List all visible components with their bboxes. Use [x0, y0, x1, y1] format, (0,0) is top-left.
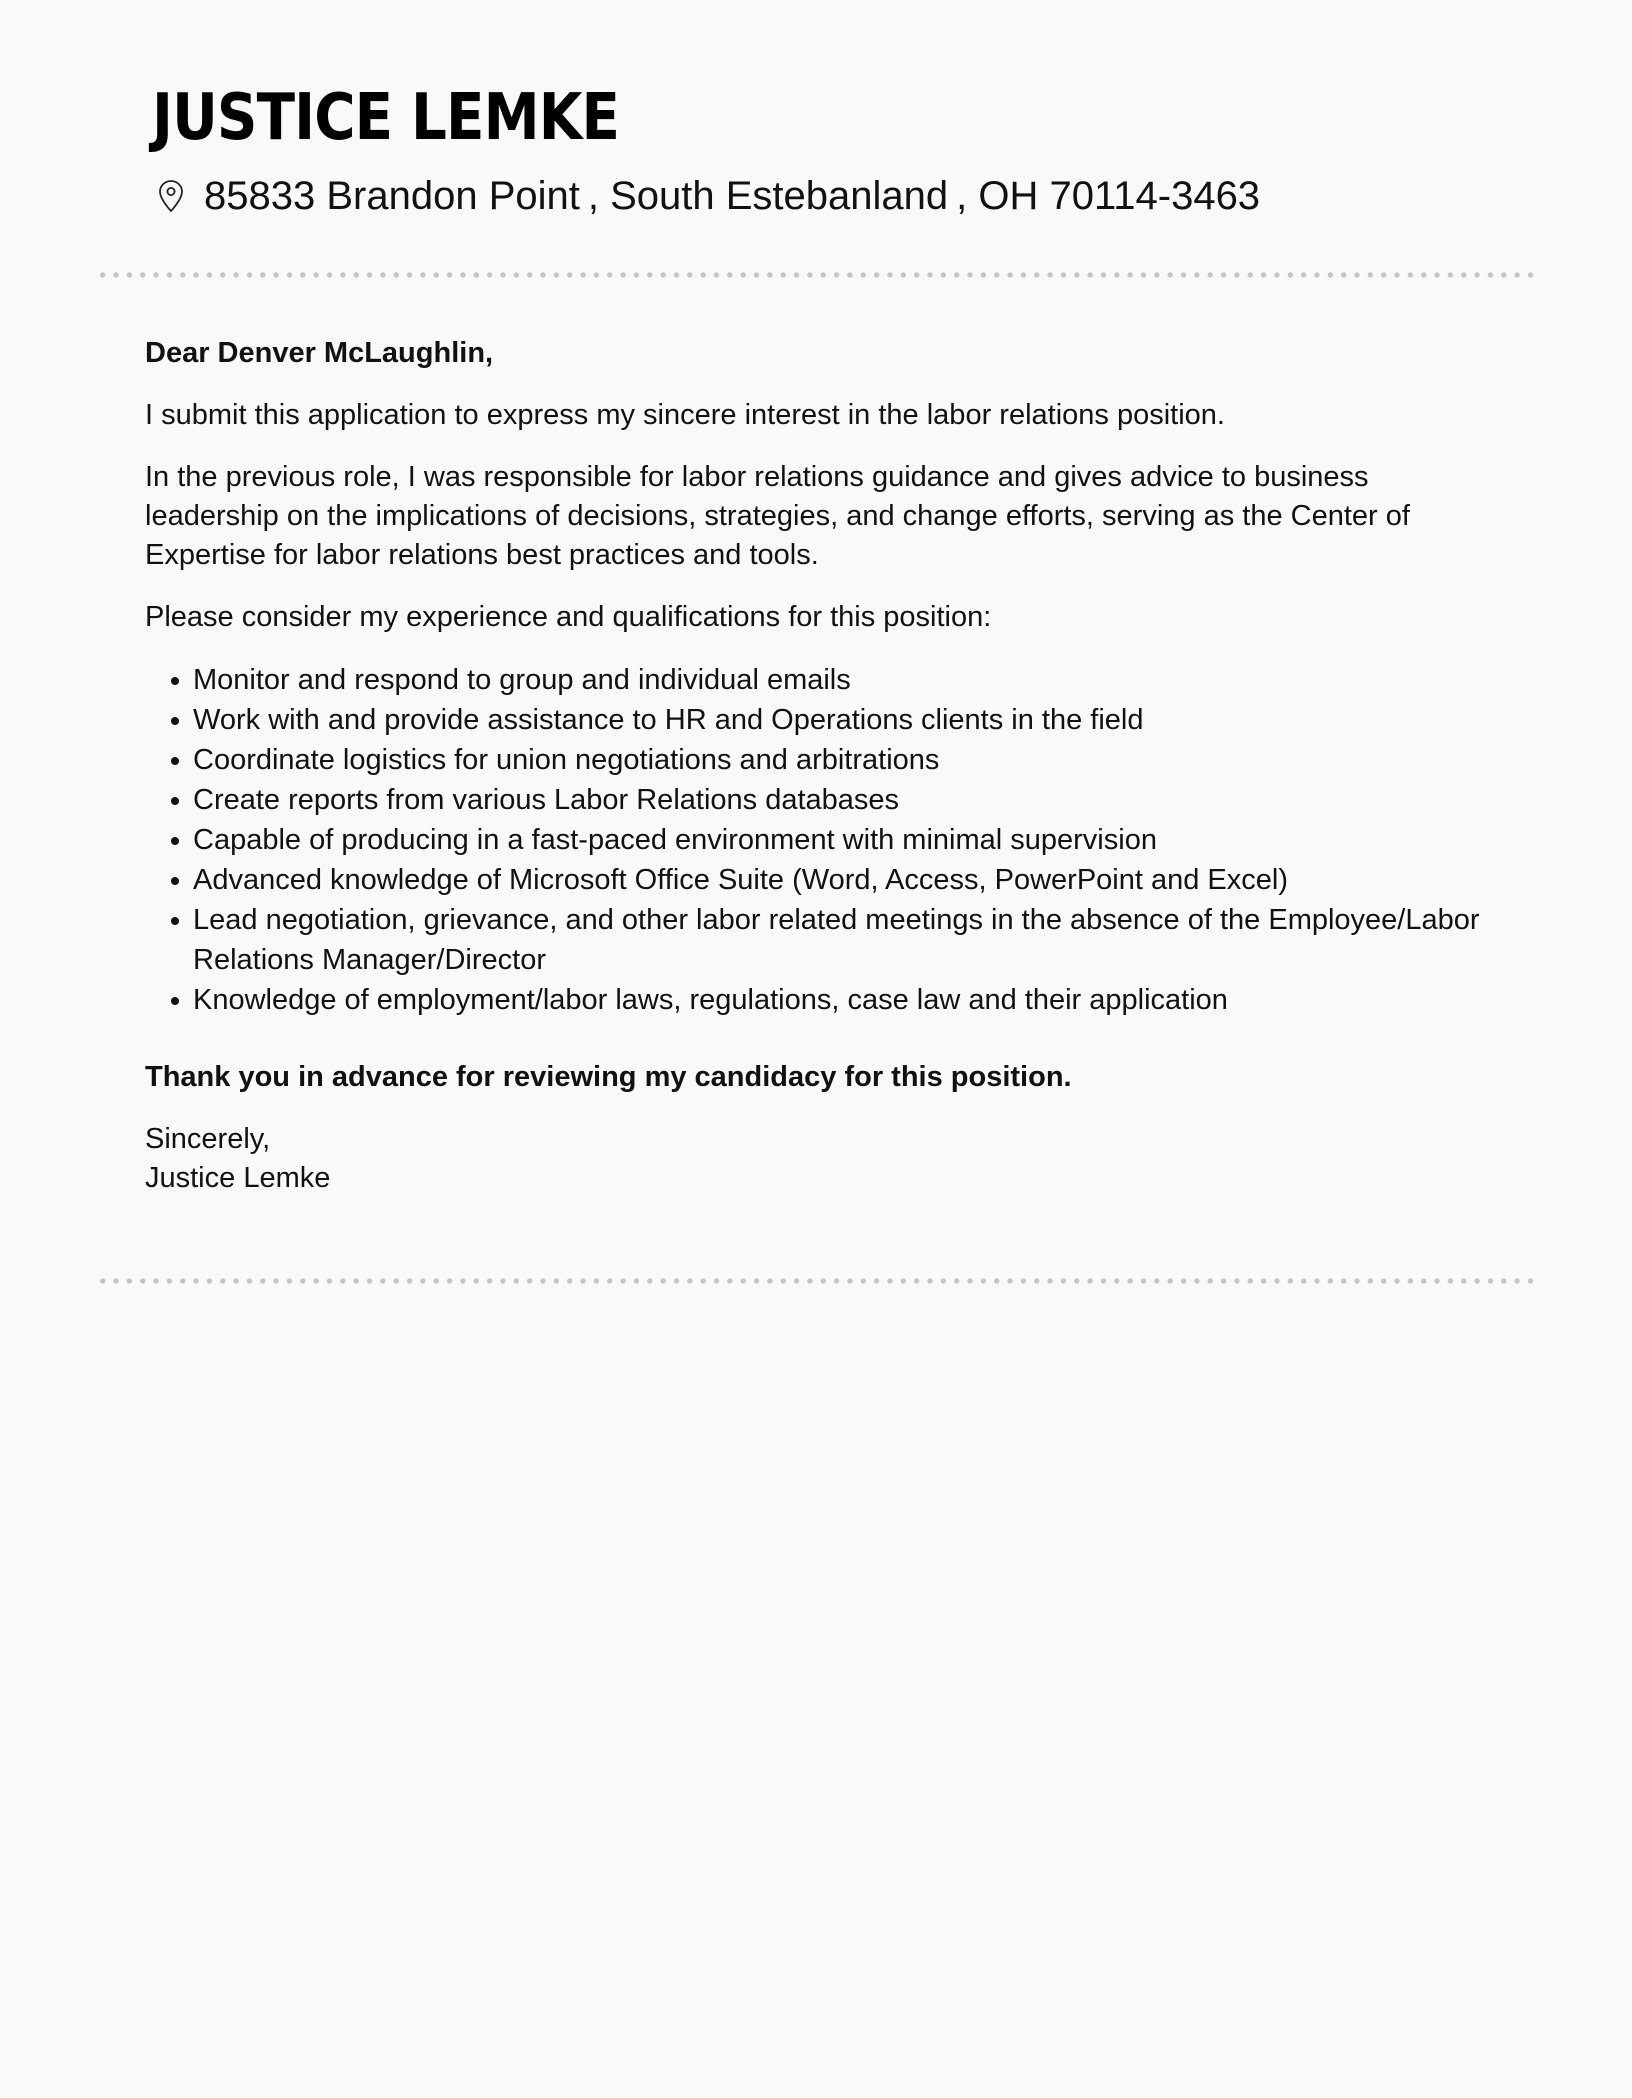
signoff-block	[145, 1120, 1485, 1198]
list-item: Coordinate logistics for union negotiations and arbitrations	[193, 740, 1485, 780]
map-pin-icon	[158, 179, 184, 213]
list-item: Create reports from various Labor Relations databases	[193, 780, 1485, 820]
experience-paragraph: In the previous role, I was responsible for labor relations guidance and gives advice to business leadership on the implications of decisions, strategies, and change efforts, serving as the Center of Expertise for labor relations best practices and tools.	[145, 461, 1410, 571]
signature-name: Justice Lemke	[145, 1162, 331, 1194]
closing-line: Thank you in advance for reviewing my candidacy for this position.	[145, 1061, 1072, 1093]
letter-header	[152, 78, 1532, 218]
intro-paragraph: I submit this application to express my sincere interest in the labor relations position.	[145, 399, 1225, 431]
qualifications-intro: Please consider my experience and qualifications for this position:	[145, 601, 992, 633]
qualifications-list	[145, 660, 1485, 1020]
letter-body	[145, 334, 1485, 1198]
list-item: Monitor and respond to group and individual emails	[193, 660, 1485, 700]
address-text: 85833 Brandon Point , South Estebanland , OH 70114-3463	[204, 173, 1261, 218]
bottom-dotted-divider	[96, 1278, 1536, 1284]
applicant-name: JUSTICE LEMKE	[152, 81, 620, 155]
list-item: Capable of producing in a fast-paced environment with minimal supervision	[193, 820, 1485, 860]
list-item: Knowledge of employment/labor laws, regulations, case law and their application	[193, 980, 1485, 1020]
top-dotted-divider	[96, 272, 1536, 278]
address-row	[152, 168, 1260, 224]
list-item: Lead negotiation, grievance, and other labor related meetings in the absence of the Employee/Labor Relations Manager/Director	[193, 900, 1485, 980]
signoff: Sincerely,	[145, 1123, 271, 1155]
list-item: Work with and provide assistance to HR and Operations clients in the field	[193, 700, 1485, 740]
greeting: Dear Denver McLaughlin,	[145, 337, 494, 369]
list-item: Advanced knowledge of Microsoft Office Suite (Word, Access, PowerPoint and Excel)	[193, 860, 1485, 900]
